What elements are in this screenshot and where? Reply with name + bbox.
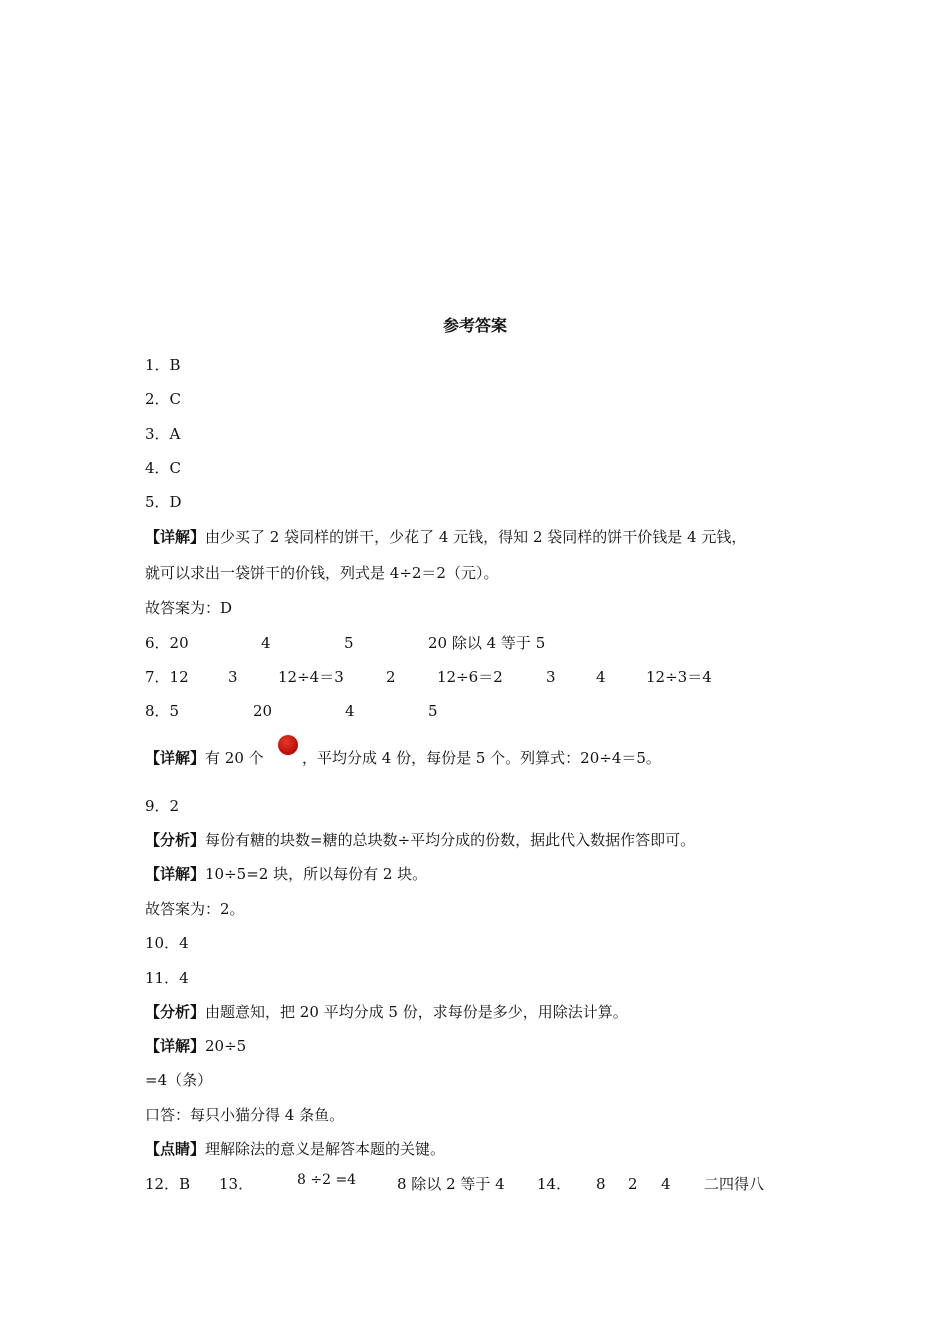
answer-9: 9．2	[145, 797, 180, 815]
answer-5-detail-line-2: 就可以求出一袋饼干的价钱，列式是 4÷2＝2（元）。	[145, 564, 499, 582]
answer-8-blank-1: 20	[253, 702, 273, 720]
answer-14-blank-3: 4	[661, 1175, 671, 1193]
answer-11-analysis	[145, 1002, 628, 1022]
answer-7-blank-7: 12÷3＝4	[646, 668, 712, 686]
answer-7-blank-5: 3	[546, 668, 556, 686]
answer-12: 12．B	[145, 1175, 191, 1193]
analysis-text: 由题意知，把 20 平均分成 5 份，求每份是多少，用除法计算。	[205, 1003, 628, 1021]
analysis-tag: 【分析】	[145, 831, 206, 849]
answer-5-detail-line-1	[145, 527, 746, 547]
answer-7-blank-1: 3	[228, 668, 238, 686]
answer-11-oral: 口答：每只小猫分得 4 条鱼。	[145, 1106, 345, 1124]
answer-5-result: 故答案为：D	[145, 599, 233, 617]
answer-7-blank-6: 4	[596, 668, 606, 686]
detail-tag: 【详解】	[145, 1037, 206, 1055]
answer-7-blank-2: 12÷4＝3	[278, 668, 344, 686]
answer-8-detail	[145, 748, 264, 768]
answer-9-analysis	[145, 830, 695, 850]
answer-14-blank-2: 2	[628, 1175, 638, 1193]
answer-11-tip	[145, 1139, 445, 1159]
answer-14-num: 14．	[537, 1175, 572, 1193]
answer-5: 5．D	[145, 493, 182, 511]
answer-7-blank-4: 12÷6＝2	[437, 668, 503, 686]
answer-6-blank-3: 20 除以 4 等于 5	[428, 634, 546, 652]
answer-14-blank-1: 8	[596, 1175, 606, 1193]
analysis-text: 每份有糖的块数=糖的总块数÷平均分成的份数，据此代入数据作答即可。	[205, 831, 696, 849]
answer-7-blank-3: 2	[386, 668, 396, 686]
detail-tag: 【详解】	[145, 528, 206, 546]
answer-3: 3．A	[145, 425, 181, 443]
answer-13-equation: 8 ÷2 =4	[297, 1172, 357, 1188]
answer-6-blank-2: 5	[344, 634, 354, 652]
answer-14-blank-4: 二四得八	[704, 1175, 765, 1193]
answer-8-blank-2: 4	[345, 702, 355, 720]
tip-tag: 【点睛】	[145, 1140, 206, 1158]
answer-2: 2．C	[145, 390, 182, 408]
answer-8-blank-3: 5	[428, 702, 438, 720]
detail-text-before: 有 20 个	[205, 749, 264, 767]
answer-1: 1．B	[145, 356, 181, 374]
detail-tag: 【详解】	[145, 865, 206, 883]
answer-13-num: 13．	[219, 1175, 254, 1193]
answer-9-detail	[145, 864, 427, 884]
answer-6-num: 6．20	[145, 634, 189, 652]
detail-text: 20÷5	[205, 1037, 247, 1055]
answer-11: 11．4	[145, 969, 189, 987]
answer-6-blank-1: 4	[261, 634, 271, 652]
detail-tag: 【详解】	[145, 749, 206, 767]
answer-11-step: =4（条）	[145, 1071, 213, 1089]
analysis-tag: 【分析】	[145, 1003, 206, 1021]
answer-8-detail-rest: ，平均分成 4 份，每份是 5 个。列算式：20÷4＝5。	[302, 749, 661, 767]
detail-text: 由少买了 2 袋同样的饼干，少花了 4 元钱，得知 2 袋同样的饼干价钱是 4 元钱，	[205, 528, 747, 546]
answer-4: 4．C	[145, 459, 182, 477]
answer-10: 10．4	[145, 934, 189, 952]
page-title: 参考答案	[442, 316, 507, 335]
answer-13-text: 8 除以 2 等于 4	[397, 1175, 505, 1193]
tip-text: 理解除法的意义是解答本题的关键。	[205, 1140, 446, 1158]
answer-7-num: 7．12	[145, 668, 189, 686]
red-ball-icon	[278, 735, 298, 755]
answer-9-result: 故答案为：2。	[145, 900, 245, 918]
detail-text: 10÷5=2 块，所以每份有 2 块。	[205, 865, 428, 883]
answer-11-detail	[145, 1036, 246, 1056]
answer-8-num: 8．5	[145, 702, 180, 720]
